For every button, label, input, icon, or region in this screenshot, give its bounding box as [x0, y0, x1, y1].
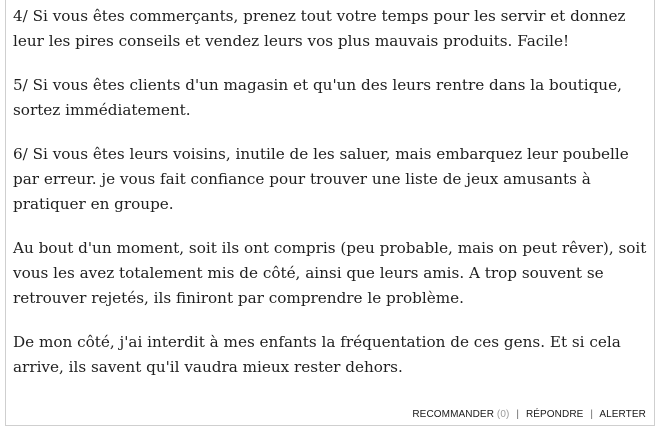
- comment-paragraph: De mon côté, j'ai interdit à mes enfants la fréquentation de ces gens. Et si cela arrive, ils savent qu'il vaudra mieux rester dehors.: [13, 333, 621, 376]
- comment-card: [5, 0, 655, 426]
- reply-button[interactable]: RÉPONDRE: [525, 409, 584, 420]
- recommend-button[interactable]: [412, 409, 512, 420]
- action-separator: |: [590, 409, 594, 420]
- comment-paragraph: 5/ Si vous êtes clients d'un magasin et qu'un des leurs rentre dans la boutique, sortez immédiatement.: [13, 76, 622, 119]
- recommend-label: RECOMMANDER: [412, 409, 495, 420]
- comment-actions: [412, 409, 646, 420]
- comment-body: [13, 4, 649, 380]
- recommend-count: (0): [496, 409, 510, 420]
- report-button[interactable]: ALERTER: [599, 409, 646, 420]
- comment-paragraph: 6/ Si vous êtes leurs voisins, inutile de les saluer, mais embarquez leur poubelle par erreur. je vous fait confiance pour trouver une liste de jeux amusants à pratiquer en groupe.: [13, 145, 629, 213]
- comment-paragraph: 4/ Si vous êtes commerçants, prenez tout votre temps pour les servir et donnez leur les pires conseils et vendez leurs vos plus mauvais produits. Facile!: [13, 7, 626, 50]
- action-separator: |: [516, 409, 520, 420]
- comment-paragraph: Au bout d'un moment, soit ils ont compris (peu probable, mais on peut rêver), soit vous les avez totalement mis de côté, ainsi que leurs amis. A trop souvent se retrouver rejetés, ils finiront par comprendre le problème.: [13, 239, 647, 307]
